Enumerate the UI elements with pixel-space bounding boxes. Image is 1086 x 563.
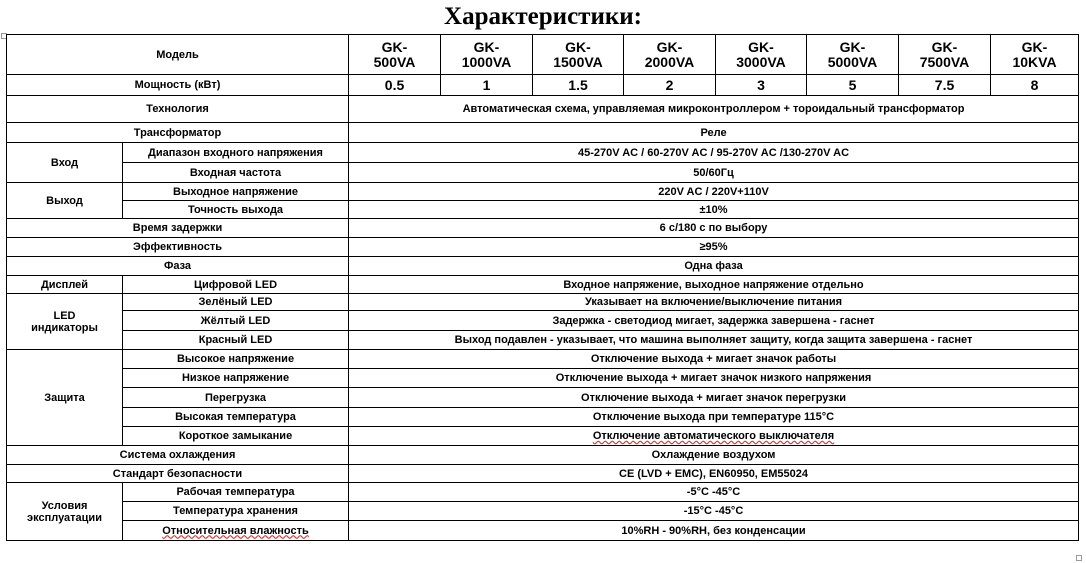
efficiency-label: Эффективность: [7, 238, 349, 257]
table-row: [7, 465, 1079, 483]
table-row: [7, 238, 1079, 257]
output-accuracy-value: ±10%: [349, 201, 1079, 219]
table-row: [7, 408, 1079, 427]
table-row: [7, 257, 1079, 276]
protection-group-label: Защита: [7, 350, 123, 446]
protection-low-value: Отключение выхода + мигает значок низкого напряжения: [349, 369, 1079, 388]
delay-label: Время задержки: [7, 219, 349, 238]
model-cell: GK- 1500VA: [533, 35, 624, 75]
power-value: 3: [716, 75, 807, 96]
display-label: Цифровой LED: [123, 276, 349, 294]
table-row: [7, 521, 1079, 541]
table-row: [7, 75, 1079, 96]
model-label: Модель: [7, 35, 349, 75]
table-row: [7, 483, 1079, 502]
protection-overload-value: Отключение выхода + мигает значок перегрузки: [349, 388, 1079, 408]
model-cell: GK- 500VA: [349, 35, 441, 75]
model-cell: GK- 1000VA: [441, 35, 533, 75]
protection-low-label: Низкое напряжение: [123, 369, 349, 388]
led-yellow-label: Жёлтый LED: [123, 311, 349, 331]
spec-table: [6, 34, 1079, 541]
input-freq-value: 50/60Гц: [349, 163, 1079, 183]
model-cell: GK- 5000VA: [807, 35, 899, 75]
humidity-label: Относительная влажность: [123, 521, 349, 541]
power-value: 8: [991, 75, 1079, 96]
phase-value: Одна фаза: [349, 257, 1079, 276]
protection-overload-label: Перегрузка: [123, 388, 349, 408]
protection-hightemp-label: Высокая температура: [123, 408, 349, 427]
power-value: 1: [441, 75, 533, 96]
cooling-value: Охлаждение воздухом: [349, 446, 1079, 465]
output-accuracy-label: Точность выхода: [123, 201, 349, 219]
power-value: 0.5: [349, 75, 441, 96]
resize-handle[interactable]: [1076, 555, 1082, 561]
table-row: [7, 427, 1079, 446]
table-row: [7, 201, 1079, 219]
efficiency-value: ≥95%: [349, 238, 1079, 257]
delay-value: 6 с/180 с по выбору: [349, 219, 1079, 238]
output-group-label: Выход: [7, 183, 123, 219]
protection-high-value: Отключение выхода + мигает значок работы: [349, 350, 1079, 369]
input-range-label: Диапазон входного напряжения: [123, 143, 349, 163]
cooling-label: Система охлаждения: [7, 446, 349, 465]
led-red-label: Красный LED: [123, 331, 349, 350]
led-green-value: Указывает на включение/выключение питания: [349, 294, 1079, 311]
table-row: [7, 163, 1079, 183]
safety-value: CE (LVD + EMC), EN60950, EM55024: [349, 465, 1079, 483]
model-cell: GK- 10KVA: [991, 35, 1079, 75]
input-freq-label: Входная частота: [123, 163, 349, 183]
worktemp-label: Рабочая температура: [123, 483, 349, 502]
input-group-label: Вход: [7, 143, 123, 183]
worktemp-value: -5°C -45°C: [349, 483, 1079, 502]
protection-hightemp-value: Отключение выхода при температуре 115°C: [349, 408, 1079, 427]
table-row: [7, 123, 1079, 143]
display-group-label: Дисплей: [7, 276, 123, 294]
table-row: [7, 35, 1079, 75]
table-row: [7, 311, 1079, 331]
model-cell: GK- 3000VA: [716, 35, 807, 75]
table-row: [7, 96, 1079, 123]
table-row: [7, 276, 1079, 294]
table-row: [7, 502, 1079, 521]
power-value: 7.5: [899, 75, 991, 96]
technology-label: Технология: [7, 96, 349, 123]
model-cell: GK- 2000VA: [624, 35, 716, 75]
storetemp-value: -15°C -45°C: [349, 502, 1079, 521]
table-row: [7, 183, 1079, 201]
transformer-value: Реле: [349, 123, 1079, 143]
conditions-group-label: Условия эксплуатации: [7, 483, 123, 541]
transformer-label: Трансформатор: [7, 123, 349, 143]
technology-value: Автоматическая схема, управляемая микроконтроллером + тороидальный трансформатор: [349, 96, 1079, 123]
table-row: [7, 446, 1079, 465]
input-range-value: 45-270V AC / 60-270V AC / 95-270V AC /130-270V AC: [349, 143, 1079, 163]
table-row: [7, 350, 1079, 369]
storetemp-label: Температура хранения: [123, 502, 349, 521]
display-value: Входное напряжение, выходное напряжение отдельно: [349, 276, 1079, 294]
humidity-value: 10%RH - 90%RH, без конденсации: [349, 521, 1079, 541]
power-value: 2: [624, 75, 716, 96]
led-group-label: LED индикаторы: [7, 294, 123, 350]
page-title: Характеристики:: [444, 3, 642, 30]
table-row: [7, 143, 1079, 163]
output-voltage-label: Выходное напряжение: [123, 183, 349, 201]
protection-high-label: Высокое напряжение: [123, 350, 349, 369]
led-yellow-value: Задержка - светодиод мигает, задержка завершена - гаснет: [349, 311, 1079, 331]
model-cell: GK- 7500VA: [899, 35, 991, 75]
table-row: [7, 294, 1079, 311]
safety-label: Стандарт безопасности: [7, 465, 349, 483]
power-value: 1.5: [533, 75, 624, 96]
protection-short-value: Отключение автоматического выключателя: [349, 427, 1079, 446]
power-value: 5: [807, 75, 899, 96]
led-green-label: Зелёный LED: [123, 294, 349, 311]
phase-label: Фаза: [7, 257, 349, 276]
led-red-value: Выход подавлен - указывает, что машина выполняет защиту, когда защита завершена - гаснет: [349, 331, 1079, 350]
protection-short-label: Короткое замыкание: [123, 427, 349, 446]
power-label: Мощность (кВт): [7, 75, 349, 96]
output-voltage-value: 220V AC / 220V+110V: [349, 183, 1079, 201]
table-row: [7, 219, 1079, 238]
table-row: [7, 369, 1079, 388]
table-row: [7, 331, 1079, 350]
table-row: [7, 388, 1079, 408]
